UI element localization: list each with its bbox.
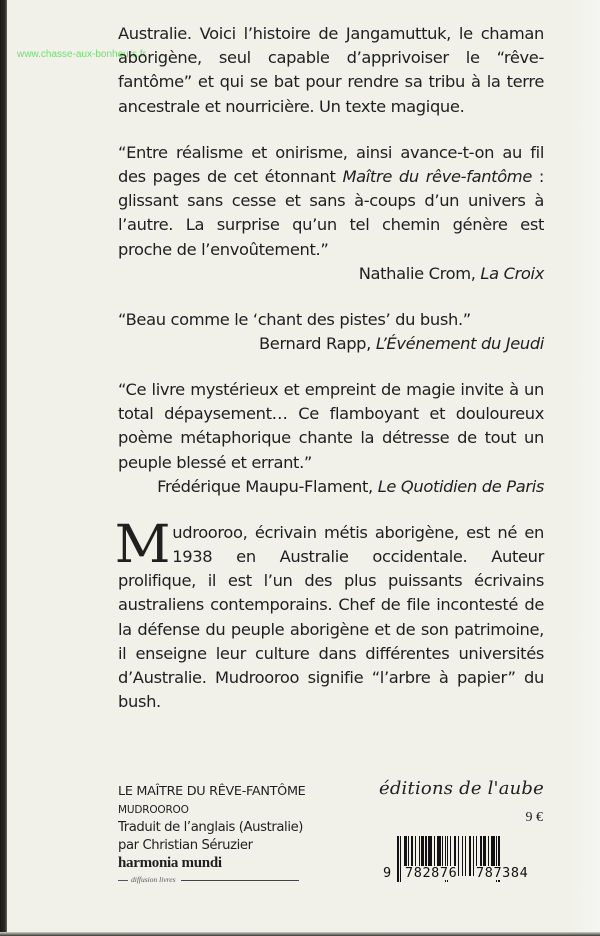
quote-attribution: Frédérique Maupu-Flament, Le Quotidien de Paris [157, 476, 544, 496]
distribution-label: diffusion livres [131, 875, 176, 884]
translated-from: Traduit de l’anglais (Australie) [118, 820, 304, 835]
distributor-logo: harmonia mundi [118, 855, 222, 871]
drop-cap: M [114, 514, 171, 575]
quote-attribution: Bernard Rapp, L’Événement du Jeudi [258, 334, 544, 354]
page-bottom-edge [0, 932, 600, 936]
bio-text: udrooroo, écrivain métis aborigène, est né en 1938 en Australie occidentale. Auteur prolifique, il est l’un des plus puissants écrivains australiens contemporains. Chef de file incontesté de la défense du peuple aborigène et de son patrimoine, il enseigne leur culture dans différentes universités d’Australie. Mudrooroo signifie “l’arbre à papier” du bush. [118, 522, 544, 712]
watermark: www.chasse-aux-bonheurs.fr [17, 49, 146, 60]
back-cover-text [114, 22, 545, 714]
isbn-barcode [380, 836, 548, 896]
book-author: MUDROOROO [118, 804, 189, 816]
review-quote-2 [118, 308, 544, 356]
barcode-left-digits: 782876 [405, 865, 458, 881]
colophon [118, 783, 305, 889]
book-spine-edge [0, 0, 7, 936]
publisher-name: éditions de l'aube [378, 778, 544, 799]
price: 9 € [525, 810, 543, 825]
review-quote-3 [118, 378, 544, 499]
review-quote-1 [118, 141, 544, 286]
quote-text: “Entre réalisme et onirisme, ainsi avance-t-on au fil des pages de cet étonnant Maître du rêve-fantôme : glissant sans cesse et sans à-coups d’un univers à l’autre. La surprise qu’un tel chemin génère est proche de l’envoûtement.” [118, 142, 545, 259]
divider [118, 880, 128, 881]
quote-text: “Ce livre mystérieux et empreint de magie invite à un total dépaysement… Ce flamboyant et douloureux poème métaphorique chante la détresse de tout un peuple blessé et errant.” [118, 380, 544, 472]
quote-text: “Beau comme le ‘chant des pistes’ du bush.” [118, 309, 471, 329]
barcode-right-digits: 787384 [476, 865, 529, 881]
author-bio [114, 514, 544, 715]
quote-attribution: Nathalie Crom, La Croix [358, 263, 544, 283]
translator: par Christian Séruzier [118, 838, 253, 853]
intro-paragraph: Australie. Voici l’histoire de Jangamuttuk, le chaman aborigène, seul capable d’apprivoiser le “rêve-fantôme” et qui se bat pour rendre sa tribu à la terre ancestrale et nourricière. Un texte magique. [118, 24, 544, 116]
page-right-edge [570, 0, 600, 936]
distribution-line [118, 871, 305, 889]
barcode-lead-digit: 9 [383, 865, 392, 881]
divider [181, 880, 299, 881]
book-title: LE MAÎTRE DU RÊVE-FANTÔME [118, 784, 306, 799]
